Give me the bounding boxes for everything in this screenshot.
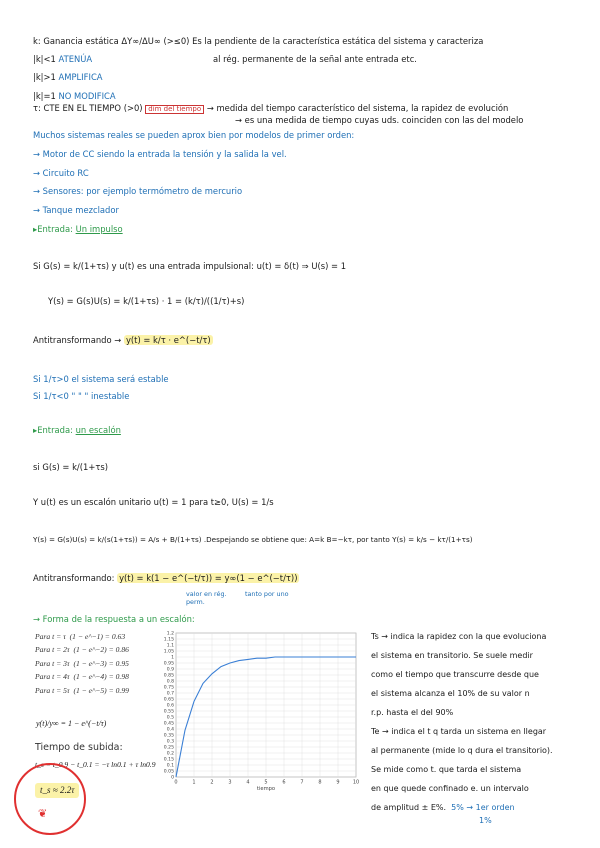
stable-condition: Si 1/τ>0 el sistema será estable — [33, 374, 169, 384]
table-label: Para t = 4τ — [35, 672, 70, 682]
note-line: en que quede confinado e. un intervalo — [371, 784, 529, 793]
x-tick-label: 0 — [174, 779, 178, 786]
gain-amplify — [33, 72, 103, 83]
y-tick-label: 0.15 — [163, 757, 174, 763]
impulse-heading-title: Un impulso — [75, 224, 123, 234]
x-tick-label: 6 — [282, 779, 286, 786]
y-tick-label: 0.8 — [166, 679, 174, 685]
table-row — [35, 645, 129, 654]
example-motor: → Motor de CC siendo la entrada la tensión y la salida la vel. — [33, 149, 287, 159]
x-tick-label: 2 — [210, 779, 214, 786]
y-tick-label: 0.35 — [163, 733, 174, 739]
gain-definition-cont: al rég. permanente de la señal ante entrada etc. — [213, 54, 417, 64]
gain-attenuate — [33, 54, 417, 65]
y-tick-label: 0.7 — [166, 691, 174, 697]
table-row — [35, 659, 129, 668]
x-tick-label: 4 — [246, 779, 250, 786]
y-tick-label: 0.4 — [166, 727, 174, 733]
note-line — [371, 803, 553, 813]
y-tick-label: 0.2 — [166, 751, 174, 757]
gain-definition: k: Ganancia estática ΔY∞/ΔU∞ (>≤0) Es la pendiente de la característica estática del sistema y caracteriza — [33, 36, 484, 46]
note-line: el sistema en transitorio. Se suele medir — [371, 651, 533, 660]
impulse-heading-prefix: ▸Entrada: — [33, 224, 76, 234]
example-sensor: → Sensores: por ejemplo termómetro de mercurio — [33, 186, 243, 196]
table-row — [35, 686, 129, 695]
y-tick-label: 1.05 — [163, 649, 174, 655]
red-circle-annotation — [14, 763, 86, 835]
note-5pct: 5% → 1er orden — [451, 803, 515, 812]
table-label: Para t = 3τ — [35, 658, 70, 668]
y-tick-label: 0.45 — [163, 721, 174, 727]
table-label: Para t = 5τ — [35, 685, 70, 695]
table-expr: (1 − e^−4) = 0.98 — [73, 672, 129, 682]
y-tick-label: 0.6 — [166, 703, 174, 709]
gain-nomod-cond: |k|=1 — [33, 91, 59, 101]
note-line: el sistema alcanza el 10% de su valor n — [371, 689, 530, 698]
rise-time-result: t_s ≈ 2.2τ — [35, 783, 79, 798]
x-axis-label: tiempo — [256, 786, 276, 792]
note-line: Te → indica el t q tarda un sistema en llegar — [371, 727, 547, 736]
note-line: como el tiempo que transcurre desde que — [371, 670, 539, 679]
notes-panel — [371, 632, 553, 826]
step-shape-heading: → Forma de la respuesta a un escalón: — [33, 614, 195, 624]
y-tick-label: 0.05 — [163, 769, 174, 775]
y-tick-label: 0.65 — [163, 697, 174, 703]
y-tick-label: 0.9 — [166, 667, 174, 673]
table-expr: (1 − e^−2) = 0.86 — [73, 645, 129, 655]
step-setup: Y u(t) es un escalón unitario u(t) = 1 para t≥0, U(s) = 1/s — [33, 497, 274, 507]
tau-dim-box: dim del tiempo — [145, 105, 204, 114]
y-tick-label: 0.25 — [163, 745, 174, 751]
gain-nomod — [33, 91, 116, 102]
heart-doodle-icon: ❦ — [38, 807, 48, 820]
step-laplace: Y(s) = G(s)U(s) = k/(s(1+τs)) = A/s + B/(1+τs) .Despejando se obtiene que: A=k B=−kτ, por tanto Y(s) = k/s − kτ/(1+τs) — [33, 535, 473, 544]
y-tick-label: 0.5 — [166, 715, 174, 721]
x-tick-label: 9 — [336, 779, 340, 786]
y-tick-label: 0.55 — [163, 709, 174, 715]
note-per-unit: tanto por uno — [245, 590, 289, 598]
note-1pct: 1% — [479, 816, 492, 825]
gain-attenuate-cond: |k|<1 — [33, 54, 59, 64]
y-tick-label: 1.2 — [166, 631, 174, 637]
step-inverse-label: Antitransformando: — [33, 573, 118, 583]
y-tick-label: 0.95 — [163, 661, 174, 667]
x-tick-label: 1 — [192, 779, 196, 786]
table-label: Para t = 2τ — [35, 645, 70, 655]
table-row — [35, 672, 129, 681]
example-rc: → Circuito RC — [33, 168, 89, 178]
table-row — [35, 632, 129, 641]
tau-units: → es una medida de tiempo cuyas uds. coinciden con las del modelo — [235, 115, 524, 125]
step-result: y(t) = k(1 − e^(−t/τ)) = y∞(1 − e^(−t/τ)) — [119, 573, 298, 583]
note-line: r.p. hasta el del 90% — [371, 708, 454, 717]
impulse-laplace: Y(s) = G(s)U(s) = k/(1+τs) · 1 = (k/τ)/((1/τ)+s) — [48, 296, 245, 306]
impulse-inverse — [33, 335, 213, 346]
time-table — [35, 632, 129, 695]
table-label: Para t = τ — [35, 632, 66, 641]
normalized-formula: y(t)/y∞ = 1 − e^(−t/τ) — [36, 719, 107, 728]
y-tick-label: 0.85 — [163, 673, 174, 679]
y-tick-label: 1.1 — [166, 643, 174, 649]
impulse-inverse-label: Antitransformando → — [33, 335, 124, 345]
first-order-intro: Muchos sistemas reales se pueden aprox bien por modelos de primer orden: — [33, 130, 355, 140]
gain-amplify-cond: |k|>1 — [33, 72, 59, 82]
x-tick-label: 3 — [228, 779, 232, 786]
step-inverse — [33, 573, 299, 584]
step-heading-title: un escalón — [75, 425, 121, 435]
step-heading-prefix: ▸Entrada: — [33, 425, 76, 435]
table-expr: (1 − e^−1) = 0.63 — [69, 632, 126, 641]
rise-time-formula: t_s = t_0.9 − t_0.1 = −τ ln0.1 + τ ln0.9 — [35, 760, 156, 769]
y-tick-label: 0 — [171, 775, 174, 781]
note-line: Ts → indica la rapidez con la que evoluciona — [371, 632, 547, 641]
x-tick-label: 5 — [264, 779, 268, 786]
note-line: al permanente (mide lo q dura el transitorio). — [371, 746, 553, 755]
note-amplitude: de amplitud ± E%. — [371, 803, 447, 812]
unstable-condition: Si 1/τ<0 " " " inestable — [33, 391, 130, 401]
y-tick-label: 0.75 — [163, 685, 174, 691]
step-transfer: si G(s) = k/(1+τs) — [33, 462, 109, 472]
impulse-result: y(t) = k/τ · e^(−t/τ) — [125, 335, 211, 345]
step-heading — [33, 425, 121, 436]
x-tick-label: 8 — [318, 779, 322, 786]
gain-nomod-word: NO MODIFICA — [58, 91, 116, 101]
table-expr: (1 − e^−3) = 0.95 — [73, 658, 129, 668]
y-tick-label: 0.3 — [166, 739, 174, 745]
tau-meaning: → medida del tiempo característico del sistema, la rapidez de evolución — [206, 103, 509, 113]
tau-label: τ: CTE EN EL TIEMPO (>0) — [33, 103, 143, 113]
rise-time-title: Tiempo de subida: — [35, 742, 123, 753]
step-response-chart — [150, 627, 362, 795]
note-line: Se mide como t. que tarda el sistema — [371, 765, 522, 774]
x-tick-label: 7 — [300, 779, 304, 786]
y-tick-label: 1 — [171, 655, 174, 661]
example-tank: → Tanque mezclador — [33, 205, 119, 215]
impulse-setup: Si G(s) = k/(1+τs) y u(t) es una entrada impulsional: u(t) = δ(t) ⇒ U(s) = 1 — [33, 261, 347, 271]
y-tick-label: 1.15 — [163, 637, 174, 643]
y-tick-label: 0.1 — [166, 763, 174, 769]
x-tick-label: 10 — [352, 779, 360, 786]
impulse-heading — [33, 224, 123, 235]
table-expr: (1 − e^−5) = 0.99 — [73, 685, 129, 695]
tau-definition — [33, 103, 508, 114]
note-steady-value: valor en rég. perm. — [186, 590, 227, 606]
gain-amplify-word: AMPLIFICA — [58, 72, 103, 82]
gain-attenuate-word: ATENÚA — [58, 54, 93, 64]
